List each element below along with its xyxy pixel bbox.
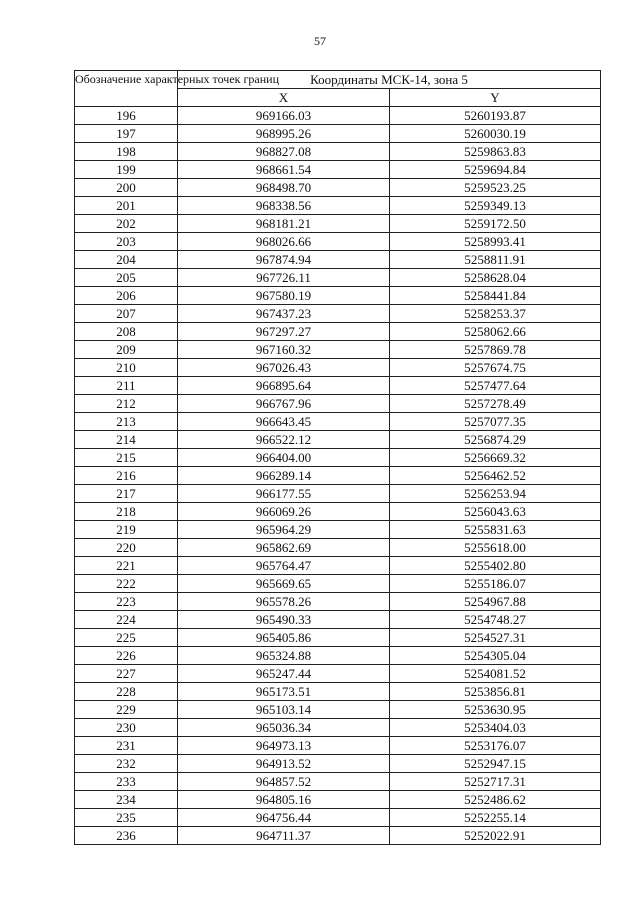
y-coordinate-cell: 5254527.31 [390,629,601,647]
y-coordinate-cell: 5253856.81 [390,683,601,701]
x-coordinate-cell: 968661.54 [178,161,390,179]
point-cell: 225 [75,629,178,647]
table-row [75,791,601,809]
y-coordinate-cell: 5258441.84 [390,287,601,305]
y-coordinate-cell: 5254305.04 [390,647,601,665]
point-cell: 203 [75,233,178,251]
point-cell: 226 [75,647,178,665]
x-coordinate-cell: 967874.94 [178,251,390,269]
table-row [75,485,601,503]
x-coordinate-cell: 965490.33 [178,611,390,629]
x-coordinate-cell: 965964.29 [178,521,390,539]
x-coordinate-cell: 967026.43 [178,359,390,377]
x-coordinate-cell: 966767.96 [178,395,390,413]
point-cell: 207 [75,305,178,323]
y-coordinate-cell: 5256462.52 [390,467,601,485]
coordinates-table [74,70,601,845]
table-row [75,809,601,827]
y-coordinate-cell: 5258811.91 [390,251,601,269]
table-row [75,161,601,179]
y-coordinate-cell: 5257674.75 [390,359,601,377]
y-coordinate-cell: 5255618.00 [390,539,601,557]
table-row [75,737,601,755]
table-body [75,107,601,845]
table-row [75,467,601,485]
point-cell: 230 [75,719,178,737]
table-row [75,665,601,683]
table-row [75,449,601,467]
point-cell: 204 [75,251,178,269]
y-coordinate-cell: 5260193.87 [390,107,601,125]
y-coordinate-cell: 5259523.25 [390,179,601,197]
x-coordinate-cell: 967297.27 [178,323,390,341]
point-cell: 222 [75,575,178,593]
y-coordinate-cell: 5255402.80 [390,557,601,575]
x-coordinate-cell: 968026.66 [178,233,390,251]
table-row [75,755,601,773]
table-row [75,323,601,341]
page-number: 57 [314,34,326,48]
x-coordinate-cell: 965669.65 [178,575,390,593]
point-cell: 232 [75,755,178,773]
x-coordinate-cell: 966895.64 [178,377,390,395]
y-coordinate-cell: 5252255.14 [390,809,601,827]
x-coordinate-cell: 966177.55 [178,485,390,503]
point-cell: 197 [75,125,178,143]
y-coordinate-cell: 5258628.04 [390,269,601,287]
x-coordinate-cell: 965173.51 [178,683,390,701]
x-coordinate-cell: 967726.11 [178,269,390,287]
x-coordinate-cell: 965405.86 [178,629,390,647]
point-cell: 219 [75,521,178,539]
table-row [75,593,601,611]
table-row [75,125,601,143]
x-coordinate-cell: 967437.23 [178,305,390,323]
x-coordinate-cell: 966289.14 [178,467,390,485]
table-row [75,827,601,845]
y-coordinate-cell: 5255831.63 [390,521,601,539]
point-cell: 206 [75,287,178,305]
point-cell: 221 [75,557,178,575]
y-coordinate-cell: 5256874.29 [390,431,601,449]
y-coordinate-cell: 5257869.78 [390,341,601,359]
y-coordinate-cell: 5258062.66 [390,323,601,341]
x-coordinate-cell: 964756.44 [178,809,390,827]
table-row [75,233,601,251]
y-coordinate-cell: 5258253.37 [390,305,601,323]
table-row [75,503,601,521]
table-row [75,251,601,269]
table-row [75,377,601,395]
point-cell: 235 [75,809,178,827]
table-row [75,431,601,449]
y-coordinate-cell: 5259349.13 [390,197,601,215]
x-coordinate-cell: 969166.03 [178,107,390,125]
point-cell: 205 [75,269,178,287]
point-cell: 231 [75,737,178,755]
y-coordinate-cell: 5257278.49 [390,395,601,413]
x-coordinate-cell: 967160.32 [178,341,390,359]
x-coordinate-cell: 965103.14 [178,701,390,719]
x-coordinate-cell: 966522.12 [178,431,390,449]
point-cell: 208 [75,323,178,341]
x-coordinate-cell: 968995.26 [178,125,390,143]
y-coordinate-cell: 5257477.64 [390,377,601,395]
table-row [75,305,601,323]
point-cell: 213 [75,413,178,431]
table-row [75,701,601,719]
y-coordinate-cell: 5256253.94 [390,485,601,503]
point-cell: 224 [75,611,178,629]
table-row [75,107,601,125]
y-coordinate-cell: 5253630.95 [390,701,601,719]
point-cell: 233 [75,773,178,791]
x-coordinate-cell: 968338.56 [178,197,390,215]
table-row [75,341,601,359]
table-row [75,719,601,737]
point-cell: 211 [75,377,178,395]
point-cell: 199 [75,161,178,179]
point-cell: 220 [75,539,178,557]
table-row [75,215,601,233]
y-coordinate-cell: 5256043.63 [390,503,601,521]
point-cell: 202 [75,215,178,233]
designation-header: Обозначение характерных точек границ [75,71,178,107]
table-row [75,557,601,575]
point-cell: 223 [75,593,178,611]
y-coordinate-cell: 5252022.91 [390,827,601,845]
y-coordinate-cell: 5253176.07 [390,737,601,755]
x-coordinate-cell: 964973.13 [178,737,390,755]
x-coordinate-cell: 964913.52 [178,755,390,773]
x-coordinate-cell: 966404.00 [178,449,390,467]
y-coordinate-cell: 5252486.62 [390,791,601,809]
table-row [75,611,601,629]
point-cell: 229 [75,701,178,719]
table-row [75,539,601,557]
point-cell: 210 [75,359,178,377]
y-coordinate-cell: 5254967.88 [390,593,601,611]
point-cell: 214 [75,431,178,449]
table-row [75,359,601,377]
table-row [75,629,601,647]
y-coordinate-cell: 5259694.84 [390,161,601,179]
y-coordinate-cell: 5255186.07 [390,575,601,593]
y-coordinate-cell: 5258993.41 [390,233,601,251]
y-coordinate-cell: 5256669.32 [390,449,601,467]
y-coordinate-cell: 5254748.27 [390,611,601,629]
x-coordinate-cell: 966643.45 [178,413,390,431]
y-coordinate-cell: 5257077.35 [390,413,601,431]
x-coordinate-cell: 965036.34 [178,719,390,737]
x-coordinate-cell: 967580.19 [178,287,390,305]
point-cell: 236 [75,827,178,845]
point-cell: 216 [75,467,178,485]
point-cell: 209 [75,341,178,359]
table-row [75,179,601,197]
y-coordinate-cell: 5252717.31 [390,773,601,791]
point-cell: 217 [75,485,178,503]
table-row [75,683,601,701]
x-column-header: X [178,89,390,107]
table-row [75,287,601,305]
y-coordinate-cell: 5259172.50 [390,215,601,233]
table-row [75,647,601,665]
x-coordinate-cell: 965862.69 [178,539,390,557]
table-row [75,395,601,413]
y-column-header: Y [390,89,601,107]
x-coordinate-cell: 966069.26 [178,503,390,521]
table-header [75,71,601,107]
point-cell: 198 [75,143,178,161]
table-row [75,773,601,791]
x-coordinate-cell: 965324.88 [178,647,390,665]
coordinates-title-header: Координаты МСК-14, зона 5 [178,71,601,89]
x-coordinate-cell: 968181.21 [178,215,390,233]
table-row [75,413,601,431]
y-coordinate-cell: 5253404.03 [390,719,601,737]
y-coordinate-cell: 5254081.52 [390,665,601,683]
table-row [75,575,601,593]
x-coordinate-cell: 968498.70 [178,179,390,197]
table-row [75,143,601,161]
x-coordinate-cell: 964857.52 [178,773,390,791]
x-coordinate-cell: 965578.26 [178,593,390,611]
point-cell: 201 [75,197,178,215]
point-cell: 215 [75,449,178,467]
x-coordinate-cell: 964805.16 [178,791,390,809]
table-row [75,269,601,287]
y-coordinate-cell: 5259863.83 [390,143,601,161]
point-cell: 234 [75,791,178,809]
x-coordinate-cell: 964711.37 [178,827,390,845]
table-row [75,197,601,215]
x-coordinate-cell: 965764.47 [178,557,390,575]
point-cell: 196 [75,107,178,125]
x-coordinate-cell: 968827.08 [178,143,390,161]
y-coordinate-cell: 5252947.15 [390,755,601,773]
point-cell: 200 [75,179,178,197]
point-cell: 212 [75,395,178,413]
point-cell: 218 [75,503,178,521]
table-row [75,521,601,539]
x-coordinate-cell: 965247.44 [178,665,390,683]
point-cell: 227 [75,665,178,683]
point-cell: 228 [75,683,178,701]
y-coordinate-cell: 5260030.19 [390,125,601,143]
